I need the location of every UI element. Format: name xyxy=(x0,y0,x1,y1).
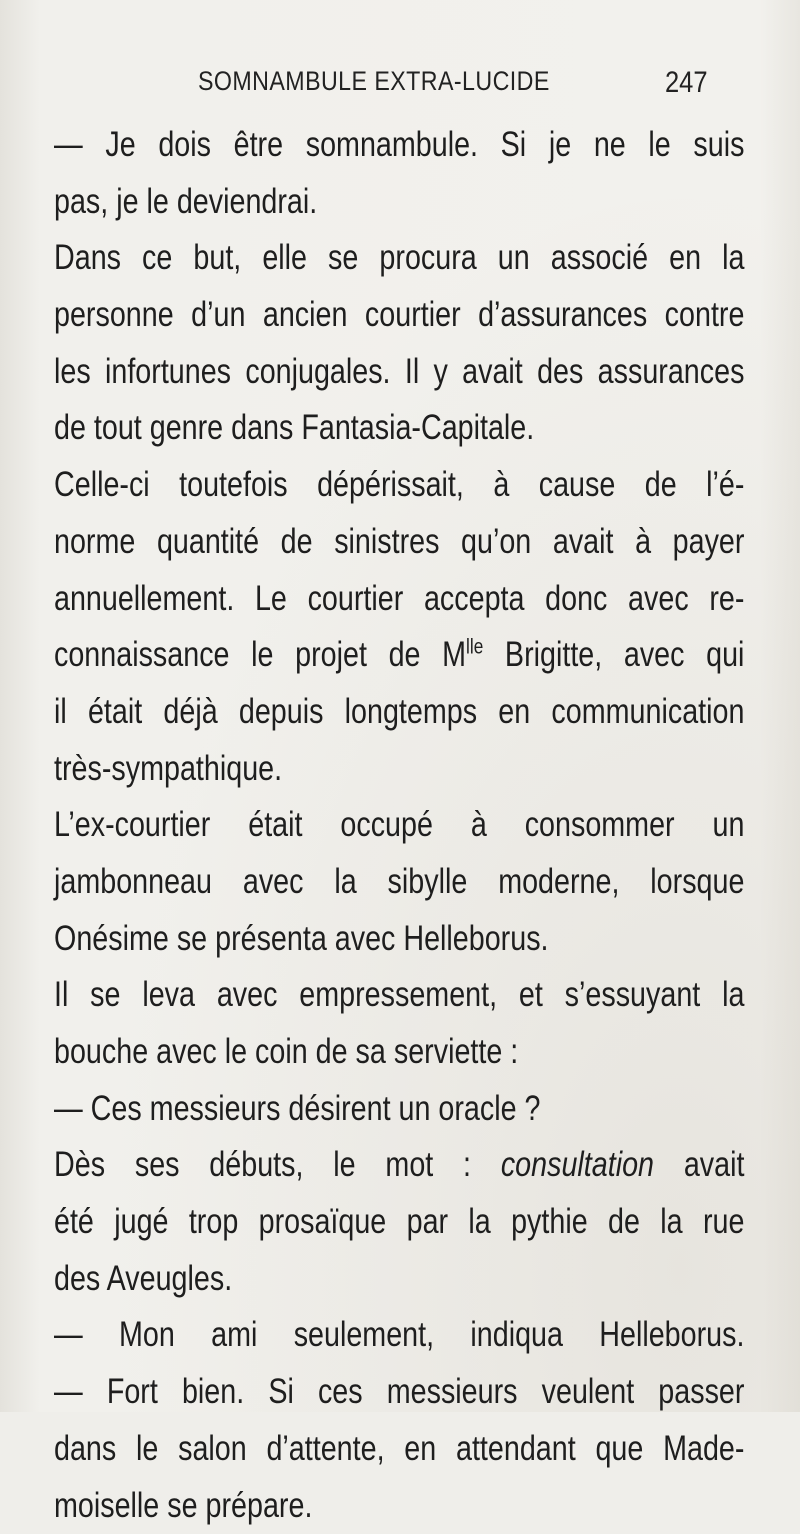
text-line: L’ex-courtier était occupé à consommer un xyxy=(54,797,744,854)
text-line: très-sympathique. xyxy=(54,741,744,798)
text-line: bouche avec le coin de sa serviette : xyxy=(54,1024,744,1081)
text-segment: Dès ses débuts, le mot : xyxy=(54,1145,501,1184)
text-line: des Aveugles. xyxy=(54,1251,744,1308)
page-number: 247 xyxy=(665,66,708,100)
text-line: — Fort bien. Si ces messieurs veulent passer xyxy=(54,1364,744,1421)
italic-word: consultation xyxy=(501,1145,654,1184)
text-line: pas, je le deviendrai. xyxy=(54,174,744,231)
text-line: — Mon ami seulement, indiqua Helleborus. xyxy=(54,1307,744,1364)
text-segment: connaissance le projet de M xyxy=(54,635,466,674)
text-line: moiselle se prépare. xyxy=(54,1478,744,1534)
text-segment: Brigitte, avec qui xyxy=(483,635,744,674)
text-line: personne d’un ancien courtier d’assurances contre xyxy=(54,287,744,344)
text-line: les infortunes conjugales. Il y avait des assurances xyxy=(54,344,744,401)
text-line: Il se leva avec empressement, et s’essuyant la xyxy=(54,967,744,1024)
superscript: lle xyxy=(466,636,483,659)
text-line: été jugé trop prosaïque par la pythie de la rue xyxy=(54,1194,744,1251)
text-line xyxy=(54,1137,744,1194)
text-line: — Ces messieurs désirent un oracle ? xyxy=(54,1081,744,1138)
text-line: de tout genre dans Fantasia-Capitale. xyxy=(54,400,744,457)
text-line: dans le salon d’attente, en attendant que Made- xyxy=(54,1421,744,1478)
running-header xyxy=(0,66,800,106)
text-line: jambonneau avec la sibylle moderne, lorsque xyxy=(54,854,744,911)
text-line: Celle-ci toutefois dépérissait, à cause de l’é- xyxy=(54,457,744,514)
text-line: annuellement. Le courtier accepta donc avec re- xyxy=(54,571,744,628)
body-text xyxy=(54,117,744,1534)
text-line: — Je dois être somnambule. Si je ne le suis xyxy=(54,117,744,174)
running-title: SOMNAMBULE EXTRA-LUCIDE xyxy=(198,66,550,97)
text-line: Dans ce but, elle se procura un associé en la xyxy=(54,230,744,287)
text-line: Onésime se présenta avec Helleborus. xyxy=(54,911,744,968)
text-line: norme quantité de sinistres qu’on avait à payer xyxy=(54,514,744,571)
text-line: il était déjà depuis longtemps en communication xyxy=(54,684,744,741)
text-line xyxy=(54,627,744,684)
text-segment: avait xyxy=(654,1145,744,1184)
